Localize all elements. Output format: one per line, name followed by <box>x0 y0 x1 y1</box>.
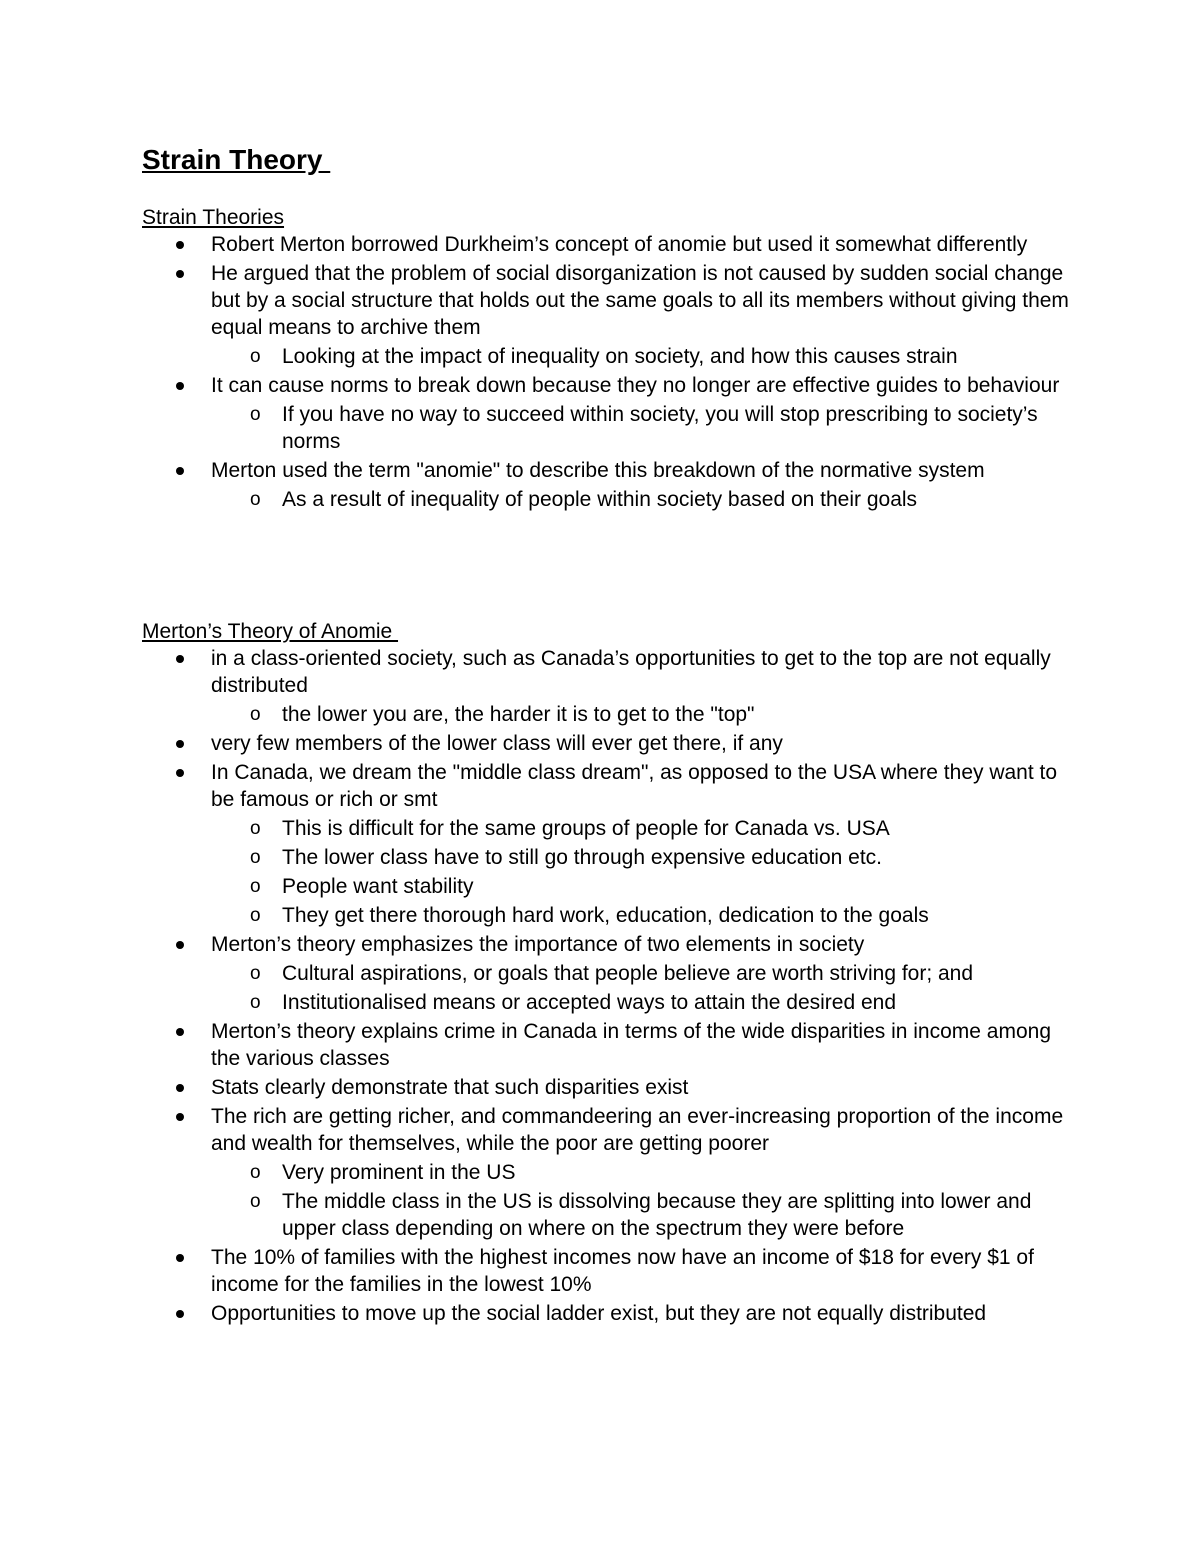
list-item <box>142 1244 1072 1298</box>
list-item-text: very few members of the lower class will ever get there, if any <box>211 732 783 755</box>
list-item-text: Very prominent in the US <box>282 1161 516 1184</box>
sub-list-item <box>142 486 1072 513</box>
sub-list-item <box>142 844 1072 871</box>
sub-list-item <box>142 873 1072 900</box>
list-item <box>142 457 1072 484</box>
list-item-text: the lower you are, the harder it is to get to the "top" <box>282 703 755 726</box>
list-item-text: Institutionalised means or accepted ways to attain the desired end <box>282 991 897 1014</box>
list-item-text: Merton’s theory emphasizes the importance of two elements in society <box>211 933 865 956</box>
list-item-text: Robert Merton borrowed Durkheim’s concept of anomie but used it somewhat differently <box>211 233 1028 256</box>
list-item-text: in a class-oriented society, such as Canada’s opportunities to get to the top are not equally distributed <box>211 647 1051 697</box>
section-heading: Strain Theories <box>142 206 285 229</box>
list-item <box>142 759 1072 813</box>
sub-list-item <box>142 701 1072 728</box>
list-item-text: In Canada, we dream the "middle class dream", as opposed to the USA where they want to be famous or rich or smt <box>211 761 1058 811</box>
list-item <box>142 231 1072 258</box>
list-item-text: It can cause norms to break down because they no longer are effective guides to behaviour <box>211 374 1060 397</box>
list-item-text: They get there thorough hard work, education, dedication to the goals <box>282 904 929 927</box>
list-item <box>142 1300 1072 1327</box>
document-title: Strain Theory <box>142 144 331 175</box>
list-item-text: The rich are getting richer, and commandeering an ever-increasing proportion of the income and wealth for themselves, while the poor are getting poorer <box>211 1105 1064 1155</box>
section-mertons-theory-of-anomie <box>142 618 1072 1329</box>
sub-list-item <box>142 815 1072 842</box>
list-item <box>142 931 1072 958</box>
list-item-text: If you have no way to succeed within society, you will stop prescribing to society’s norms <box>282 403 1038 453</box>
list-item-text: Merton’s theory explains crime in Canada in terms of the wide disparities in income among the various classes <box>211 1020 1052 1070</box>
list-item-text: He argued that the problem of social disorganization is not caused by sudden social change but by a social structure that holds out the same goals to all its members without giving them equal means to archive them <box>211 262 1069 339</box>
list-item-text: The middle class in the US is dissolving because they are splitting into lower and upper class depending on where on the spectrum they were before <box>282 1190 1032 1240</box>
list-item <box>142 1074 1072 1101</box>
list-item-text: This is difficult for the same groups of people for Canada vs. USA <box>282 817 890 840</box>
sub-list-item <box>142 1159 1072 1186</box>
list-item-text: Looking at the impact of inequality on society, and how this causes strain <box>282 345 958 368</box>
list-item-text: The lower class have to still go through expensive education etc. <box>282 846 883 869</box>
list-item <box>142 260 1072 341</box>
list-item-text: Stats clearly demonstrate that such disparities exist <box>211 1076 689 1099</box>
list-item <box>142 730 1072 757</box>
list-item <box>142 1018 1072 1072</box>
list-item-text: The 10% of families with the highest incomes now have an income of $18 for every $1 of income for the families in the lowest 10% <box>211 1246 1034 1296</box>
section-strain-theories <box>142 204 1072 515</box>
sub-list-item <box>142 1188 1072 1242</box>
sub-list-item <box>142 401 1072 455</box>
sub-list-item <box>142 343 1072 370</box>
sub-list-item <box>142 989 1072 1016</box>
list-item-text: Merton used the term "anomie" to describe this breakdown of the normative system <box>211 459 985 482</box>
list-item-text: People want stability <box>282 875 474 898</box>
bullet-list <box>142 645 1072 1327</box>
list-item-text: As a result of inequality of people within society based on their goals <box>282 488 918 511</box>
sub-list-item <box>142 960 1072 987</box>
list-item-text: Cultural aspirations, or goals that people believe are worth striving for; and <box>282 962 974 985</box>
section-heading: Merton’s Theory of Anomie <box>142 620 399 643</box>
list-item <box>142 372 1072 399</box>
list-item <box>142 1103 1072 1157</box>
sub-list-item <box>142 902 1072 929</box>
bullet-list <box>142 231 1072 513</box>
list-item <box>142 645 1072 699</box>
list-item-text: Opportunities to move up the social ladder exist, but they are not equally distributed <box>211 1302 987 1325</box>
